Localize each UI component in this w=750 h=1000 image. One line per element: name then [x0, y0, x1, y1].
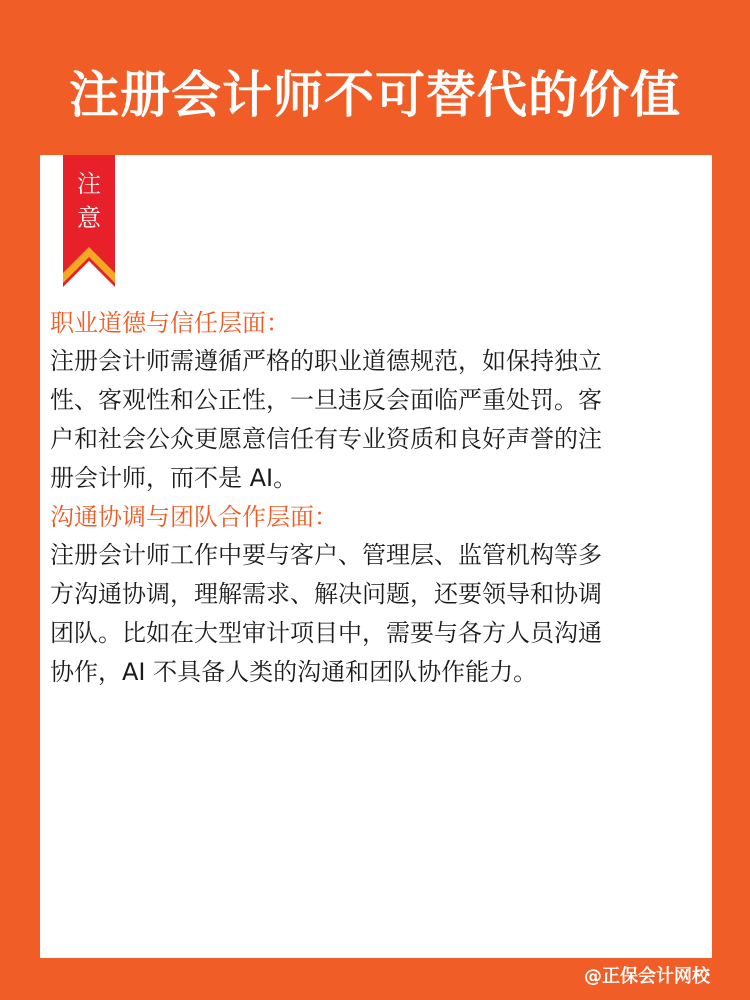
- page-title: 注册会计师不可替代的价值: [69, 66, 681, 124]
- notice-ribbon: [63, 155, 115, 287]
- ribbon-char-2: 意: [77, 204, 101, 232]
- paragraph-line: 户和社会公众更愿意信任有专业资质和良好声誉的注: [50, 425, 602, 453]
- paragraph-line: 注册会计师需遵循严格的职业道德规范，如保持独立: [50, 347, 602, 375]
- section-heading-communication: 沟通协调与团队合作层面：: [50, 503, 338, 531]
- paragraph-line: 性、客观性和公正性，一旦违反会面临严重处罚。客: [50, 386, 602, 414]
- content-card: [40, 155, 712, 958]
- section-paragraph-ethics: [50, 342, 705, 498]
- section-heading-ethics: 职业道德与信任层面：: [50, 309, 290, 337]
- footer-credit: @正保会计网校: [584, 966, 710, 987]
- section-paragraph-communication: [50, 536, 705, 692]
- paragraph-line: 团队。比如在大型审计项目中，需要与各方人员沟通: [50, 619, 602, 647]
- paragraph-line: 注册会计师工作中要与客户、管理层、监管机构等多: [50, 541, 602, 569]
- ribbon-notch-icon: [63, 235, 115, 287]
- paragraph-line: 册会计师，而不是 AI。: [50, 464, 298, 492]
- ribbon-label: [63, 167, 115, 235]
- paragraph-line: 协作，AI 不具备人类的沟通和团队协作能力。: [50, 658, 538, 686]
- paragraph-line: 方沟通协调，理解需求、解决问题，还要领导和协调: [50, 580, 602, 608]
- article-body: [50, 304, 705, 692]
- ribbon-char-1: 注: [77, 170, 101, 198]
